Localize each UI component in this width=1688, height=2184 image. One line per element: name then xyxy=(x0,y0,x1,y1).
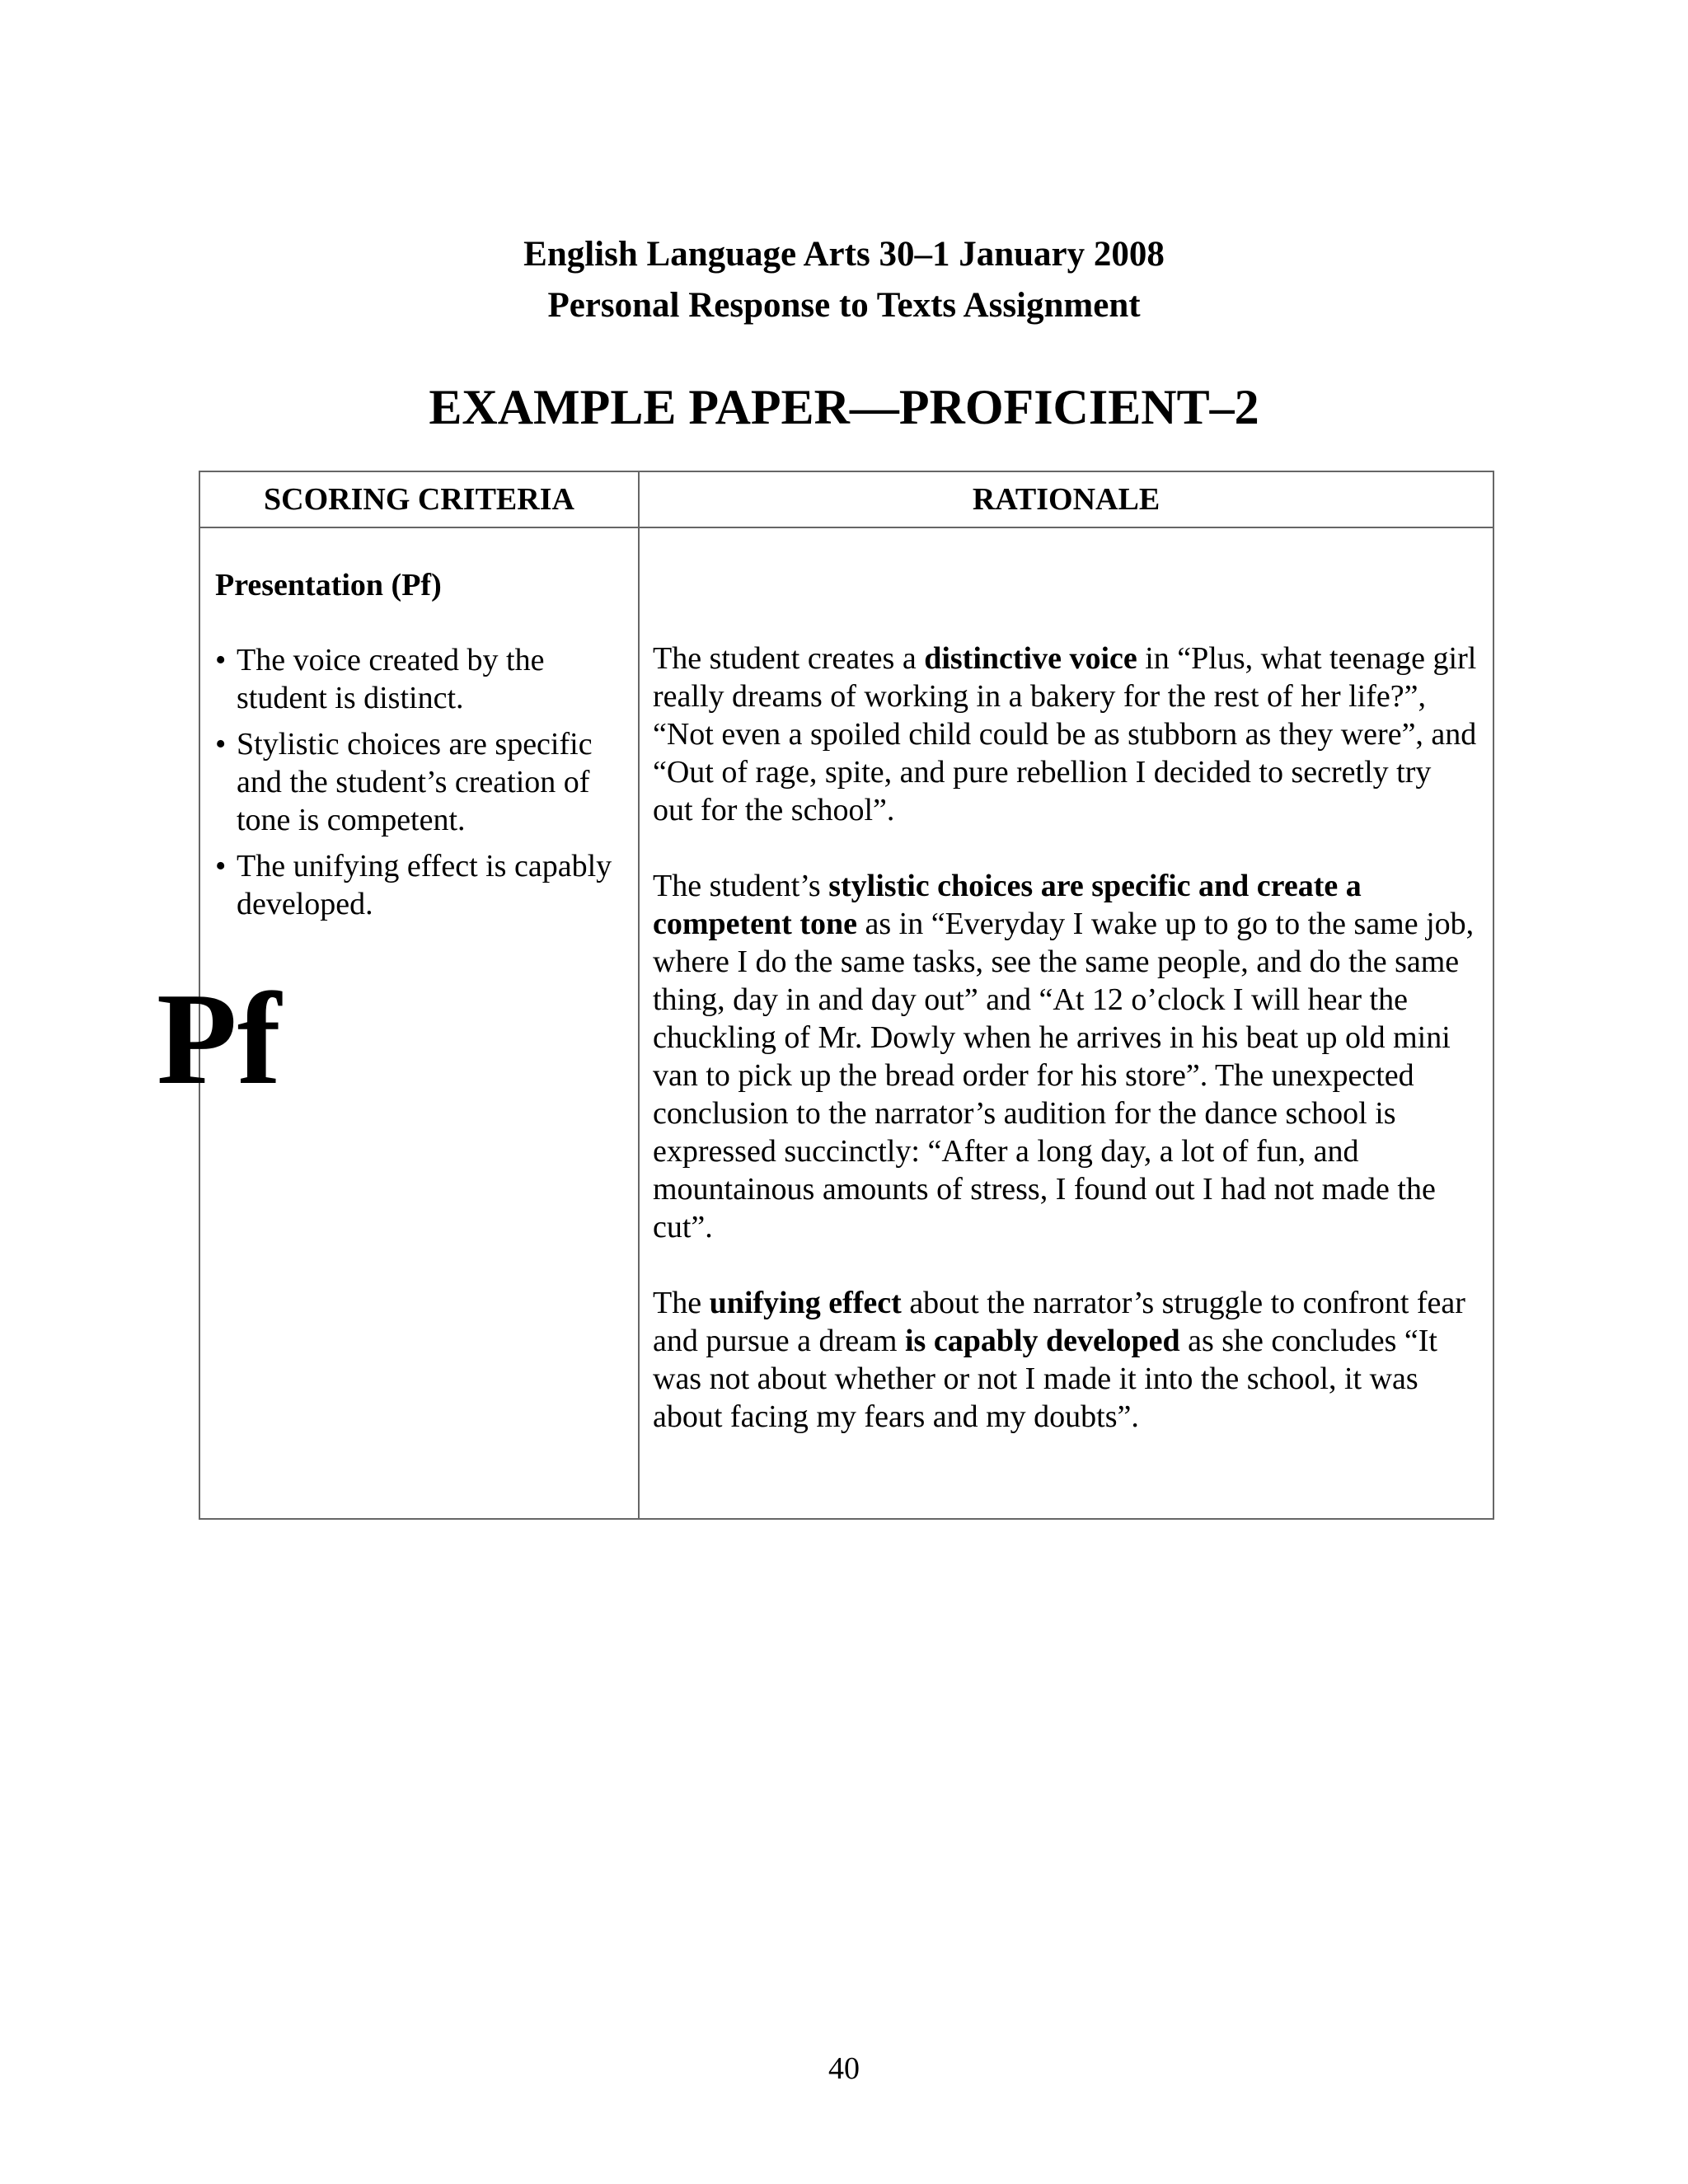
criteria-bullet: • Stylistic choices are specific and the student’s creation of tone is competent. xyxy=(212,725,624,839)
page-number: 40 xyxy=(828,2051,860,2086)
header-divider xyxy=(200,527,1493,528)
rationale-paragraph-voice: The student creates a distinctive voice in “Plus, what teenage girl really dreams of working in a bakery for the rest of her life?”, “Not even a spoiled child could be as stubborn as they were”, and “Out of rage, spite, and pure rebellion I decided to secretly try out for the school”. xyxy=(653,641,1477,827)
rationale-text xyxy=(653,640,1477,1474)
column-header-rationale: RATIONALE xyxy=(972,482,1160,517)
criteria-bullet: • The voice created by the student is distinct. xyxy=(212,641,624,717)
rationale-paragraph-unifying-effect: The unifying effect about the narrator’s struggle to confront fear and pursue a dream is capably developed as she concludes “It was not about whether or not I made it into the school, it was about facing my fears and my doubts”. xyxy=(653,1286,1465,1434)
column-header-scoring-criteria: SCORING CRITERIA xyxy=(264,482,574,517)
header-assignment-line: Personal Response to Texts Assignment xyxy=(547,286,1141,325)
page-title: EXAMPLE PAPER—PROFICIENT–2 xyxy=(429,380,1259,434)
criteria-title: Presentation (Pf) xyxy=(215,568,442,602)
rationale-paragraph-style: The student’s stylistic choices are specific and create a competent tone as in “Everyday I wake up to go to the same job, where I do the same tasks, see the same people, and do the same thing, day in and day out” and “At 12 o’clock I will hear the chuckling of Mr. Dowly when he arrives in his beat up old mini van to pick up the bread order for his store”. The unexpected conclusion to the narrator’s audition for the dance school is expressed succinctly: “After a long day, a lot of fun, and mountainous amounts of stress, I found out I had not made the cut”. xyxy=(653,869,1475,1244)
header-course-line: English Language Arts 30–1 January 2008 xyxy=(523,235,1165,274)
column-divider xyxy=(638,472,640,1518)
score-mark: Pf xyxy=(156,965,281,1112)
criteria-bullet: • The unifying effect is capably developed. xyxy=(212,847,624,923)
criteria-list xyxy=(212,641,624,931)
